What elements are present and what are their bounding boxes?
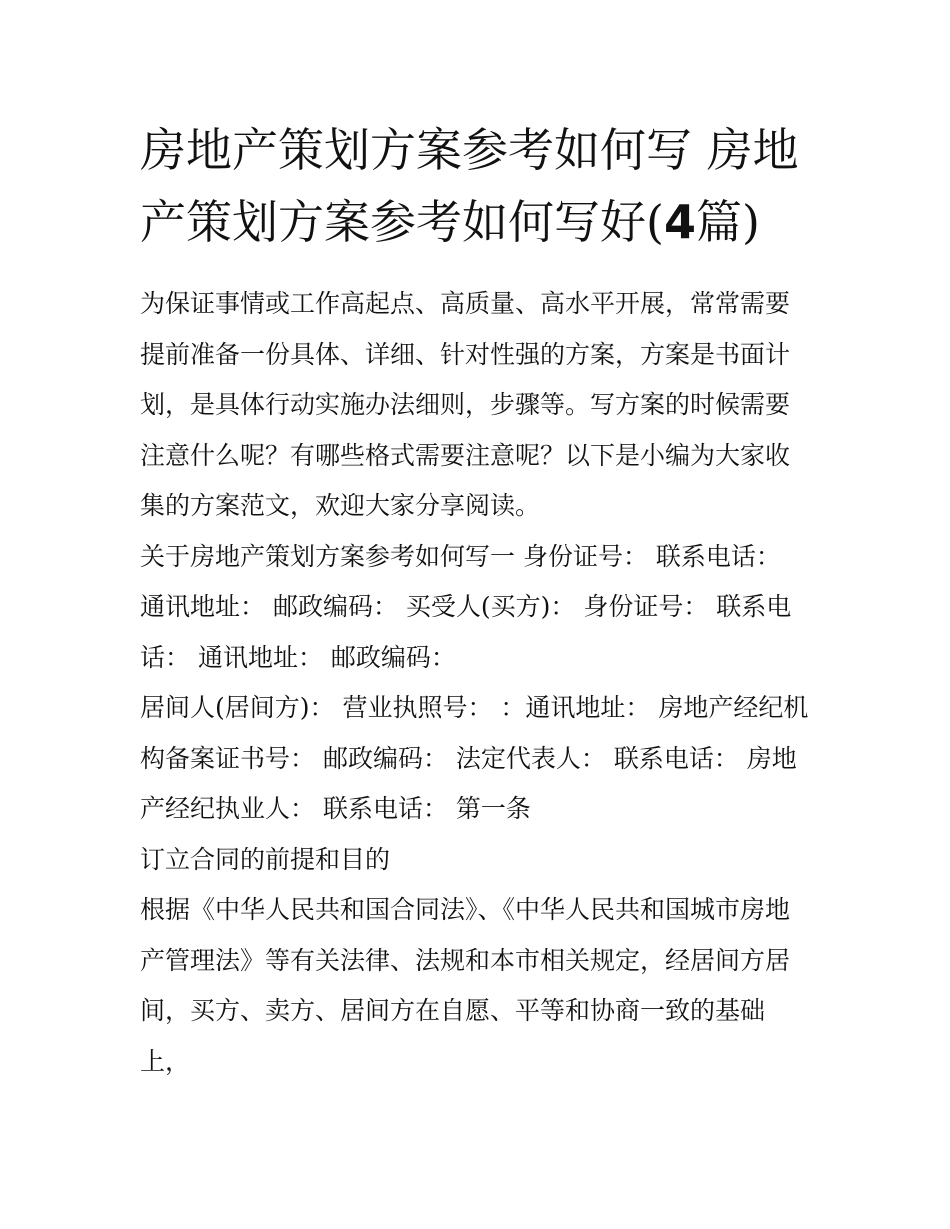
intro-paragraph: 为保证事情或工作高起点、高质量、高水平开展，常常需要提前准备一份具体、详细、针对性强的方案，方案是书面计划，是具体行动实施办法细则，步骤等。写方案的时候需要注意什么呢？有哪些格式需要注意呢？以下是小编为大家收集的方案范文，欢迎大家分享阅读。 bbox=[140, 289, 791, 520]
document-title bbox=[140, 114, 812, 258]
contract-parties-paragraph: 关于房地产策划方案参考如何写一 身份证号： 联系电话： 通讯地址： 邮政编码： 买受人(买方)： 身份证号： 联系电话： 通讯地址： 邮政编码： bbox=[140, 541, 792, 672]
title-text-part2: 篇) bbox=[695, 195, 760, 249]
document-page bbox=[140, 114, 812, 1087]
section-heading-paragraph: 订立合同的前提和目的 bbox=[140, 844, 391, 874]
legal-basis-paragraph: 根据《中华人民共和国合同法》、《中华人民共和国城市房地产管理法》等有关法律、法规和本市相关规定，经居间方居间，买方、卖方、居间方在自愿、平等和协商一致的基础上， bbox=[140, 895, 791, 1076]
document-body bbox=[140, 279, 812, 1087]
intermediary-paragraph: 居间人(居间方)： 营业执照号： ：通讯地址： 房地产经纪机构备案证书号： 邮政编码： 法定代表人： 联系电话： 房地产经纪执业人： 联系电话： 第一条 bbox=[140, 693, 809, 823]
title-count: 4 bbox=[663, 195, 696, 249]
title-text-part1: 房地产策划方案参考如何写 房地产策划方案参考如何写好( bbox=[140, 123, 799, 249]
